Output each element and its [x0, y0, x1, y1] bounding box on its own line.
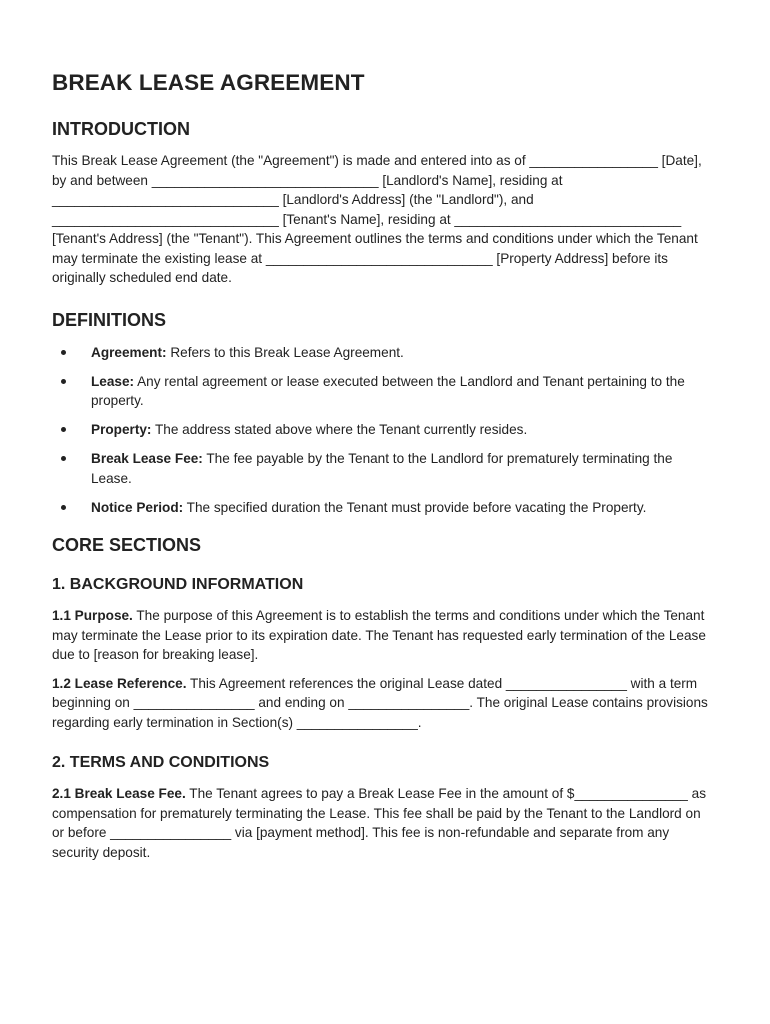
clause-label: 2.1 Break Lease Fee. — [52, 786, 186, 801]
bullet-icon — [61, 427, 66, 432]
clause-text: This Agreement references the original Lease dated ________________ with a term beginning on ________________ and ending on ________________. The original Lease contains provisions regarding early termination in Section(s) ________________. — [52, 675, 708, 730]
section-heading-background: 1. BACKGROUND INFORMATION — [52, 576, 304, 593]
definition-text: Refers to this Break Lease Agreement. — [166, 344, 404, 360]
definition-text: Any rental agreement or lease executed between the Landlord and Tenant pertaining to the property. — [91, 373, 685, 408]
definition-text: The address stated above where the Tenant currently resides. — [151, 422, 528, 437]
definition-term: Property: — [91, 422, 152, 437]
definition-item — [52, 343, 714, 363]
bullet-icon — [61, 456, 66, 461]
clause-text: The Tenant agrees to pay a Break Lease Fee in the amount of $_______________ as compensation for prematurely terminating the Lease. This fee shall be paid by the Tenant to the Landlord on or before ________________ via [payment method]. This fee is non-refundable and separate from any security deposit. — [52, 786, 706, 860]
clause-lease-reference — [52, 674, 714, 733]
definitions-list — [52, 343, 714, 518]
bullet-icon — [61, 350, 66, 355]
introduction-paragraph: This Break Lease Agreement (the "Agreement") is made and entered into as of _________________ [Date], by and between ______________________________ [Landlord's Name], residing at ______________________________ [Landlord's Address] (the "Landlord"), and ______________________________ [Tenant's Name], residing at ______________________________ [Tenant's Address] (the "Tenant"). This Agreement outlines the terms and conditions under which the Tenant may terminate the existing lease at ______________________________ [Property Address] before its originally scheduled end date. — [52, 153, 702, 285]
definition-text: The specified duration the Tenant must provide before vacating the Property. — [183, 499, 647, 515]
clause-label: 1.1 Purpose. — [52, 608, 133, 623]
definition-item — [52, 420, 714, 440]
section-heading-terms: 2. TERMS AND CONDITIONS — [52, 754, 270, 771]
definition-term: Break Lease Fee: — [91, 451, 203, 466]
clause-break-lease-fee — [52, 784, 714, 862]
definition-term: Agreement: — [91, 344, 167, 360]
core-sections-heading: CORE SECTIONS — [52, 535, 202, 555]
clause-label: 1.2 Lease Reference. — [52, 675, 187, 691]
document-title: BREAK LEASE AGREEMENT — [52, 70, 365, 95]
introduction-heading: INTRODUCTION — [52, 119, 190, 139]
definition-item — [52, 372, 714, 411]
definition-term: Lease: — [91, 373, 135, 389]
bullet-icon — [61, 379, 66, 384]
bullet-icon — [61, 505, 66, 510]
definitions-heading: DEFINITIONS — [52, 309, 167, 330]
clause-text: The purpose of this Agreement is to establish the terms and conditions under which the Tenant may terminate the Lease prior to its expiration date. The Tenant has requested early termination of the Lease due to [reason for breaking lease]. — [52, 608, 706, 662]
clause-purpose — [52, 606, 714, 665]
definition-term: Notice Period: — [91, 499, 184, 515]
definition-text: The fee payable by the Tenant to the Landlord for prematurely terminating the Lease. — [91, 451, 673, 486]
definition-item — [52, 498, 714, 518]
definition-item — [52, 449, 714, 488]
